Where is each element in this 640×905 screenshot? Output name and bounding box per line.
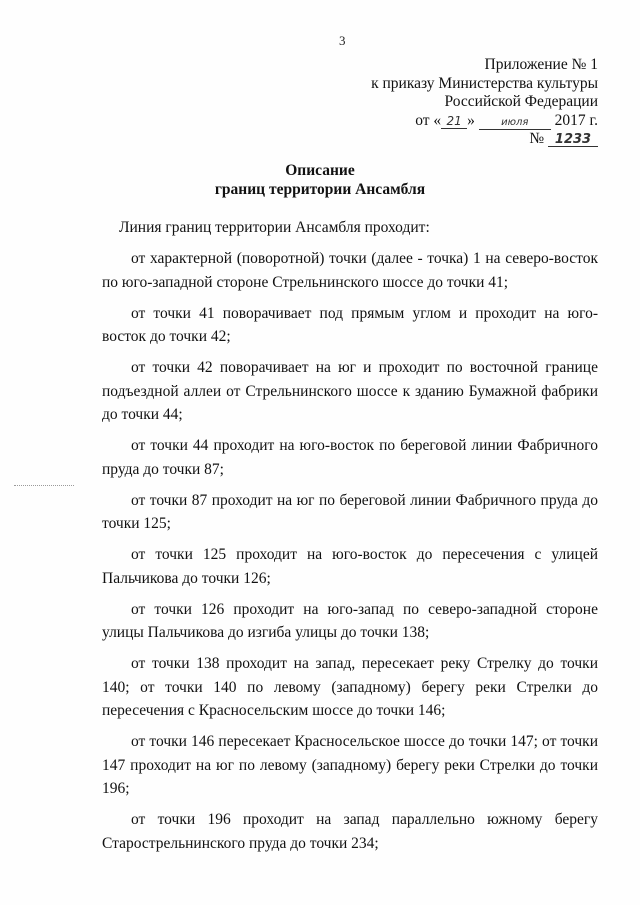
date-month-handwritten: июля xyxy=(479,116,551,130)
date-mid: » xyxy=(467,111,475,129)
document-title xyxy=(0,161,640,199)
annex-federation: Российской Федерации xyxy=(444,93,598,110)
number-label: № xyxy=(529,130,545,147)
paragraph: от точки 41 поворачивает под прямым углом и проходит на юго-восток до точки 42; xyxy=(102,304,598,345)
scan-margin-mark xyxy=(14,485,74,488)
date-year: 2017 г. xyxy=(554,111,598,129)
date-day-handwritten: 21 xyxy=(441,115,467,129)
annex-number-line xyxy=(371,130,598,149)
paragraph: от точки 196 проходит на запад параллельно южному берегу Старострельнинского пруда до точки 234; xyxy=(102,811,598,852)
document-body xyxy=(102,216,598,863)
page-number: 3 xyxy=(339,33,346,48)
annex-title: Приложение № 1 xyxy=(484,56,598,73)
title-line-1: Описание xyxy=(285,162,355,179)
annex-order-ref: к приказу Министерства культуры xyxy=(371,74,598,92)
date-prefix: от « xyxy=(415,111,442,129)
title-line-2: границ территории Ансамбля xyxy=(214,181,426,198)
paragraph: от характерной (поворотной) точки (далее - точка) 1 на северо-восток по юго-западной стороне Стрельнинского шоссе до точки 41; xyxy=(102,250,598,291)
paragraph: от точки 138 проходит на запад, пересекает реку Стрелку до точки 140; от точки 140 по левому (западному) берегу реки Стрелки до пересечения с Красносельским шоссе до точки 146; xyxy=(102,655,598,719)
annex-date-line xyxy=(371,112,598,131)
paragraph: от точки 125 проходит на юго-восток до пересечения с улицей Пальчикова до точки 126; xyxy=(102,546,598,587)
paragraph: от точки 44 проходит на юго-восток по береговой линии Фабричного пруда до точки 87; xyxy=(102,437,598,478)
annex-header xyxy=(371,56,598,149)
number-handwritten: 1233 xyxy=(548,133,598,147)
paragraph: от точки 126 проходит на юго-запад по северо-западной стороне улицы Пальчикова до изгиба улицы до точки 138; xyxy=(102,600,598,641)
paragraph: от точки 42 поворачивает на юг и проходит по восточной границе подъездной аллеи от Стрельнинского шоссе к зданию Бумажной фабрики до точки 44; xyxy=(102,359,598,423)
paragraph: от точки 146 пересекает Красносельское шоссе до точки 147; от точки 147 проходит на юг по левому (западному) берегу реки Стрелки до точки 196; xyxy=(102,733,598,797)
paragraph: от точки 87 проходит на юг по береговой линии Фабричного пруда до точки 125; xyxy=(102,491,598,532)
paragraph-intro: Линия границ территории Ансамбля проходит: xyxy=(119,219,430,236)
